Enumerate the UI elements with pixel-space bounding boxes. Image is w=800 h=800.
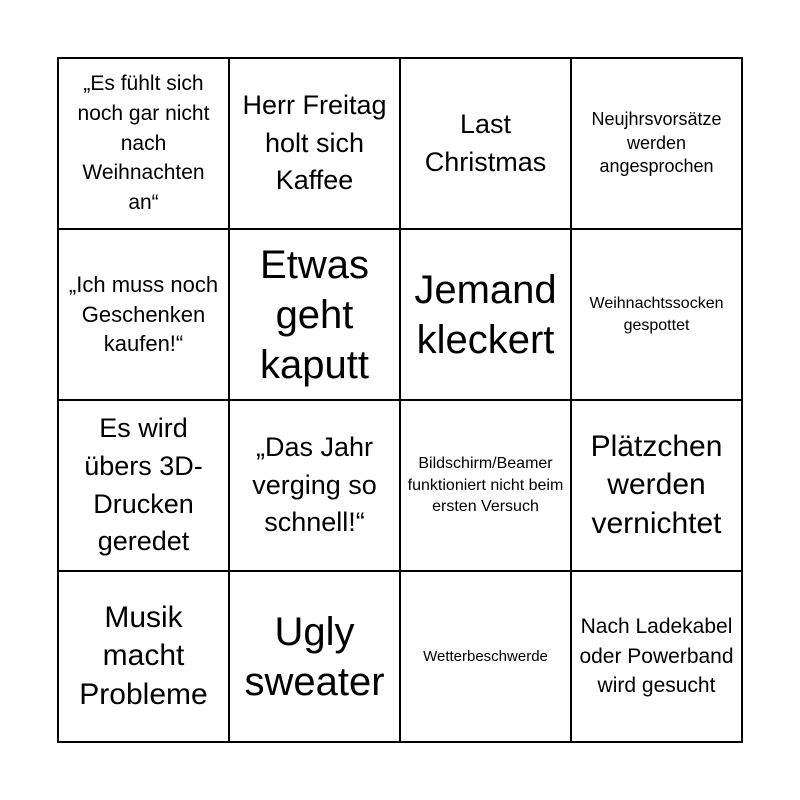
bingo-cell-text: Etwas geht kaputt [260, 242, 369, 387]
bingo-cell[interactable] [401, 59, 572, 230]
bingo-cell[interactable] [59, 59, 230, 230]
bingo-cell[interactable] [572, 230, 743, 401]
bingo-cell[interactable] [572, 401, 743, 572]
bingo-cell-text: Wetterbeschwerde [423, 647, 548, 665]
bingo-cell-text: „Ich muss noch Geschenken kaufen!“ [68, 271, 219, 357]
bingo-cell-text: Plätzchen werden vernichtet [590, 429, 723, 540]
bingo-cell-text: Herr Freitag holt sich Kaffee [242, 89, 387, 196]
bingo-cell-text: Musik macht Probleme [79, 600, 208, 711]
bingo-cell[interactable] [401, 572, 572, 743]
bingo-cell-text: „Das Jahr verging so schnell!“ [252, 431, 377, 538]
bingo-cell[interactable] [230, 401, 401, 572]
bingo-board [57, 57, 743, 743]
bingo-cell[interactable] [59, 572, 230, 743]
bingo-cell-text: Neujhrsvorsätze werden angesprochen [591, 108, 722, 177]
bingo-cell-text: Ugly sweater [244, 609, 385, 704]
bingo-cell-text: Es wird übers 3D-Drucken geredet [84, 412, 203, 557]
bingo-cell-text: „Es fühlt sich noch gar nicht nach Weihnachten an“ [77, 71, 210, 215]
bingo-cell[interactable] [572, 572, 743, 743]
bingo-cell-text: Bildschirm/Beamer funktioniert nicht beim ersten Versuch [407, 455, 564, 516]
bingo-cell[interactable] [59, 401, 230, 572]
bingo-cell[interactable] [230, 59, 401, 230]
bingo-cell[interactable] [230, 230, 401, 401]
bingo-cell[interactable] [401, 401, 572, 572]
bingo-cell[interactable] [572, 59, 743, 230]
bingo-cell-text: Last Christmas [424, 108, 547, 177]
bingo-cell-text: Weihnachtssocken gespottet [589, 294, 724, 334]
bingo-cell[interactable] [230, 572, 401, 743]
bingo-cell-text: Jemand kleckert [414, 267, 557, 362]
bingo-cell[interactable] [59, 230, 230, 401]
bingo-cell[interactable] [401, 230, 572, 401]
bingo-cell-text: Nach Ladekabel oder Powerband wird gesucht [579, 614, 734, 698]
